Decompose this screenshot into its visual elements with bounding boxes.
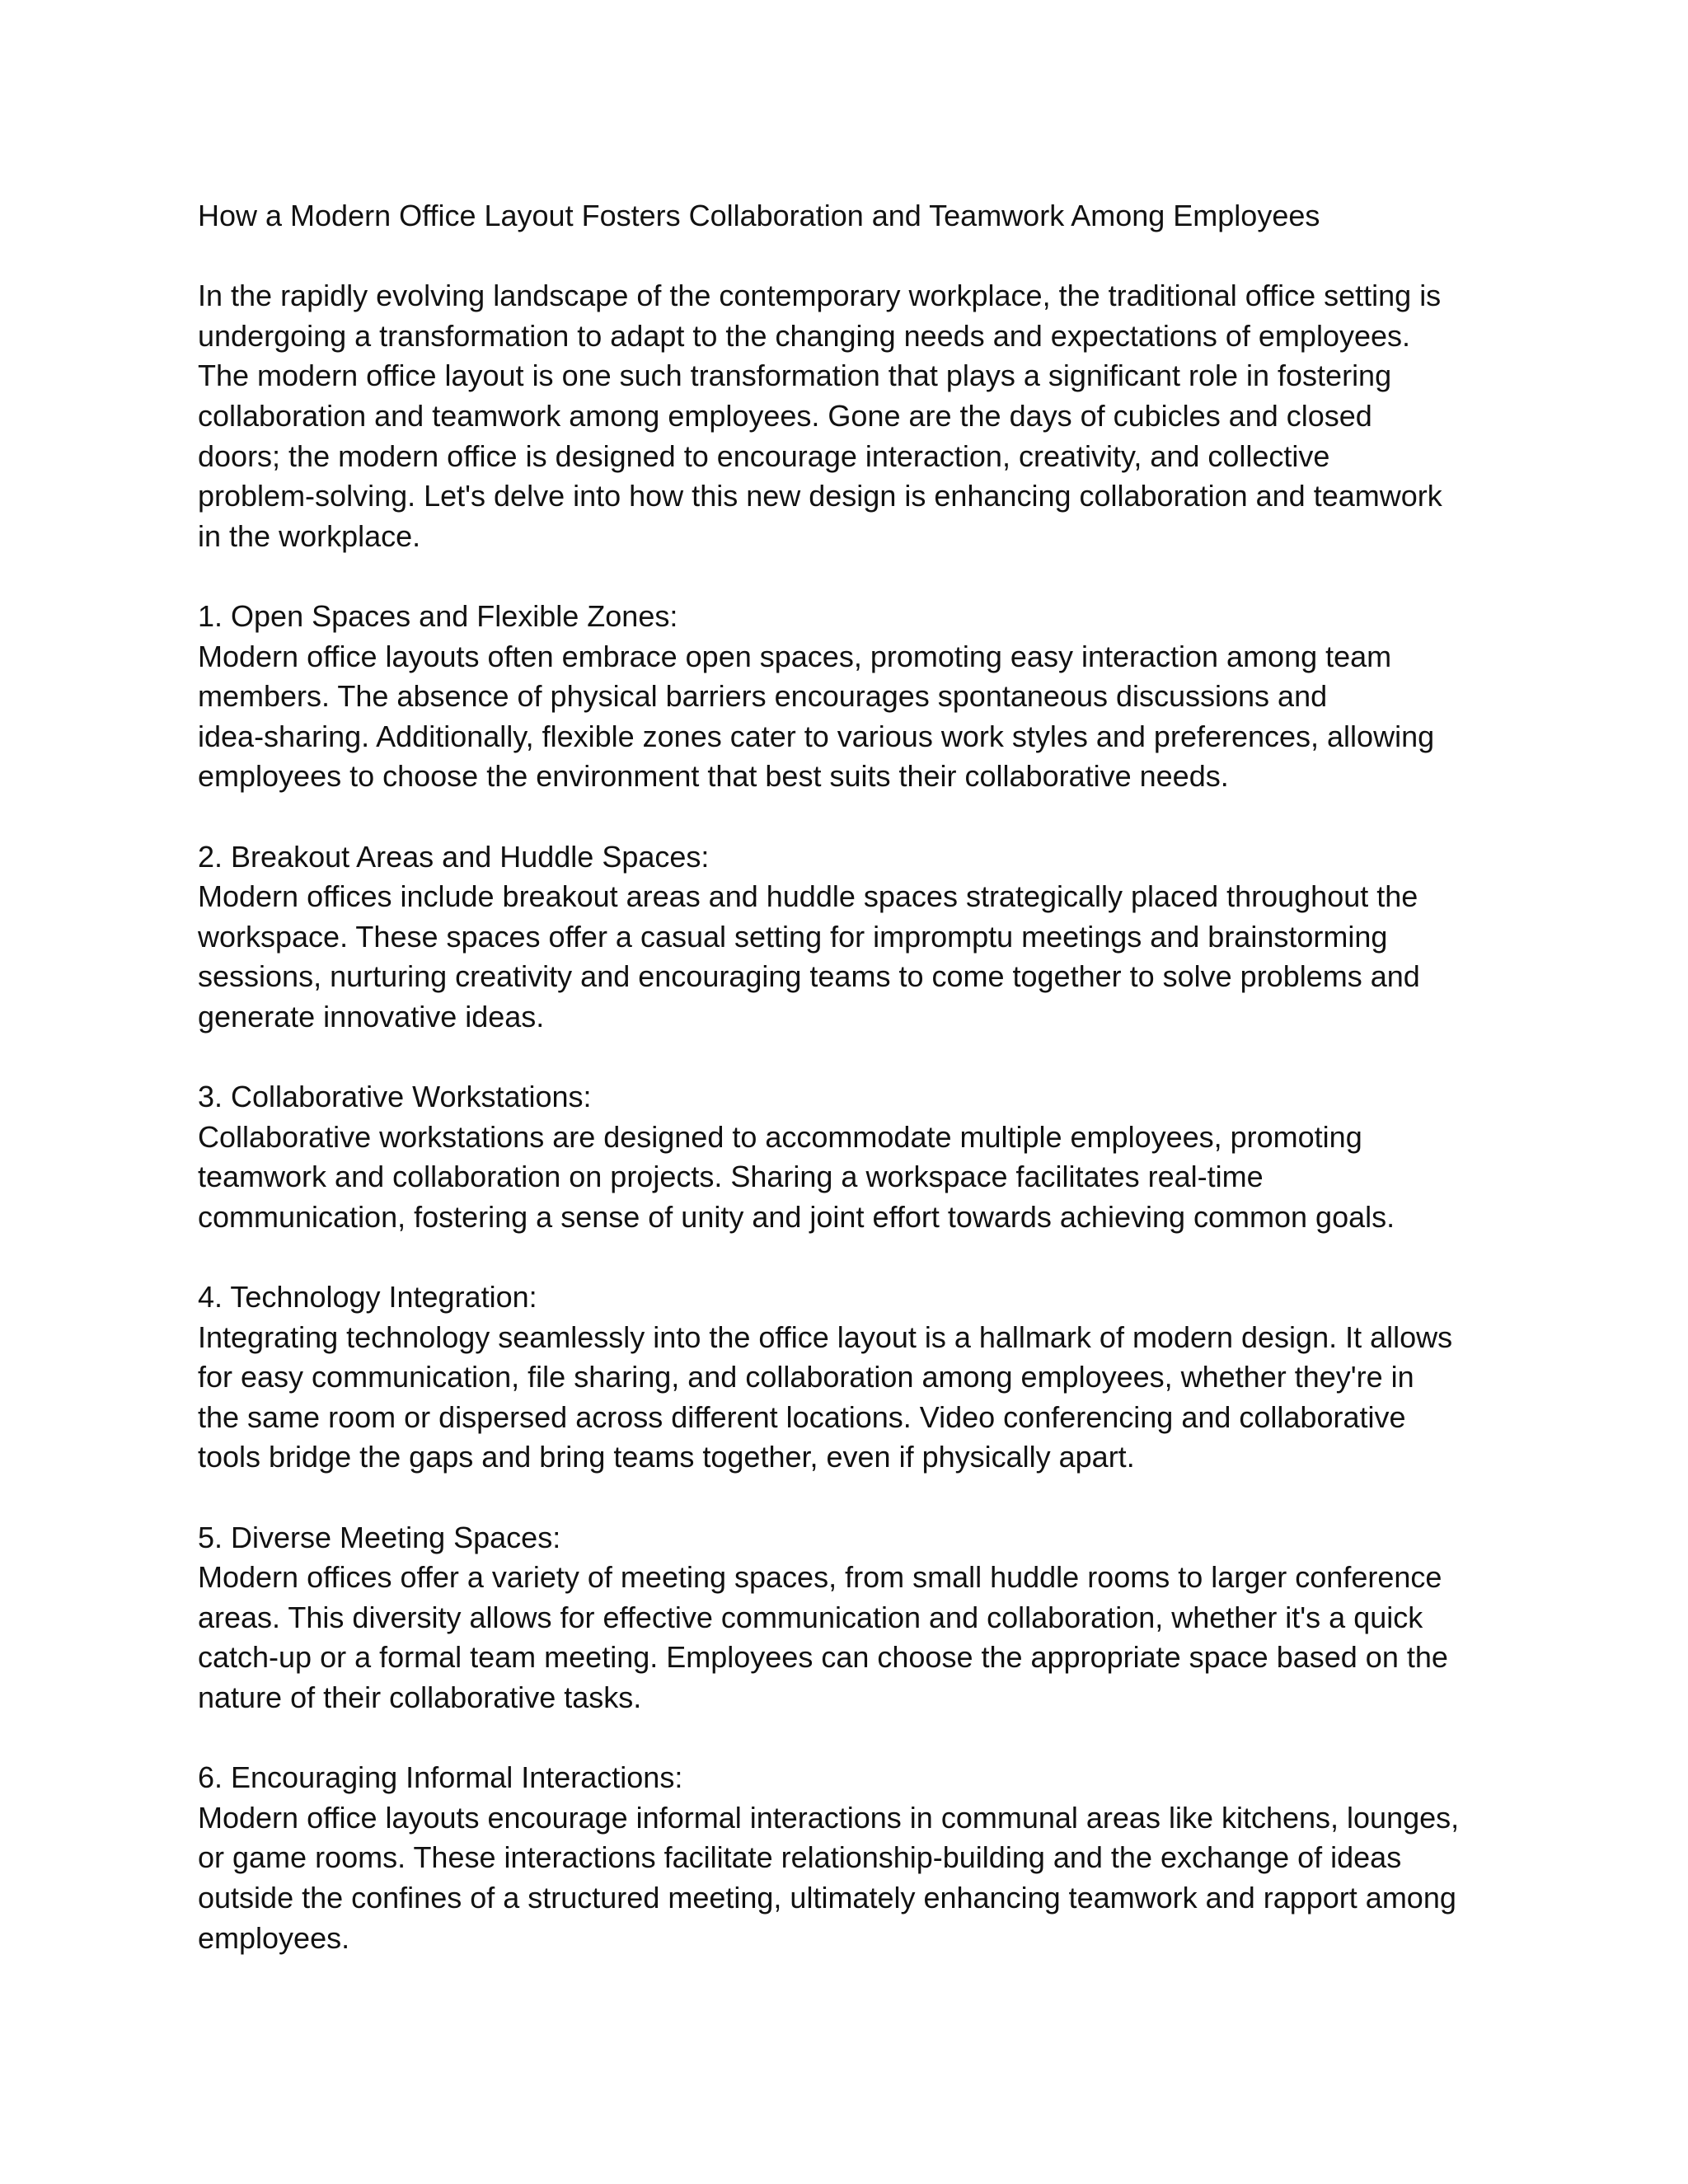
section-body: Modern offices offer a variety of meeting spaces, from small huddle rooms to larger conference areas. This diversity allows for effective communication and collaboration, whether it's a quick catch-up or a formal team meeting. Employees can choose the appropriate space based on the nature of their collaborative tasks. — [198, 1560, 1448, 1714]
section-heading: 1. Open Spaces and Flexible Zones: — [198, 598, 678, 633]
document-body — [198, 196, 1508, 1958]
spacer — [198, 1237, 1508, 1277]
document-title: How a Modern Office Layout Fosters Collaboration and Teamwork Among Employees — [198, 199, 1320, 232]
spacer — [198, 237, 1508, 277]
spacer — [198, 556, 1508, 597]
spacer — [198, 1718, 1508, 1759]
section-body: Modern office layouts encourage informal interactions in communal areas like kitchens, lounges, or game rooms. These interactions facilitate relationship-building and the exchange of ideas outside the confines of a structured meeting, ultimately enhancing teamwork and rapport among employees. — [198, 1800, 1460, 1955]
section-body: Modern office layouts often embrace open spaces, promoting easy interaction among team members. The absence of physical barriers encourages spontaneous discussions and idea-sharing. Additionally, flexible zones cater to various work styles and preferences, allowing employees to choose the environment that best suits their collaborative needs. — [198, 639, 1435, 794]
section-heading: 4. Technology Integration: — [198, 1280, 537, 1315]
section-body: Collaborative workstations are designed to accommodate multiple employees, promoting teamwork and collaboration on projects. Sharing a workspace facilitates real-time communication, fostering a sense of unity and joint effort towards achieving common goals. — [198, 1119, 1395, 1234]
intro-paragraph: In the rapidly evolving landscape of the contemporary workplace, the traditional office setting is undergoing a transformation to adapt to the changing needs and expectations of employees. The modern office layout is one such transformation that plays a significant role in fostering collaboration and teamwork among employees. Gone are the days of cubicles and closed doors; the modern office is designed to encourage interaction, creativity, and collective problem-solving. Let's delve into how this new design is enhancing collaboration and teamwork in the workplace. — [198, 279, 1442, 553]
spacer — [198, 1037, 1508, 1077]
section-heading: 6. Encouraging Informal Interactions: — [198, 1760, 683, 1795]
spacer — [198, 1478, 1508, 1518]
section-heading: 5. Diverse Meeting Spaces: — [198, 1520, 561, 1554]
section-heading: 3. Collaborative Workstations: — [198, 1080, 592, 1114]
spacer — [198, 797, 1508, 837]
section-body: Integrating technology seamlessly into the office layout is a hallmark of modern design. It allows for easy communication, file sharing, and collaboration among employees, whether they're in the same room or dispersed across different locations. Video conferencing and collaborative tools bridge the gaps and bring teams together, even if physically apart. — [198, 1319, 1453, 1474]
section-body: Modern offices include breakout areas and huddle spaces strategically placed throughout the workspace. These spaces offer a casual setting for impromptu meetings and brainstorming sessions, nurturing creativity and encouraging teams to come together to solve problems and generate innovative ideas. — [198, 879, 1420, 1033]
section-heading: 2. Breakout Areas and Huddle Spaces: — [198, 839, 710, 874]
